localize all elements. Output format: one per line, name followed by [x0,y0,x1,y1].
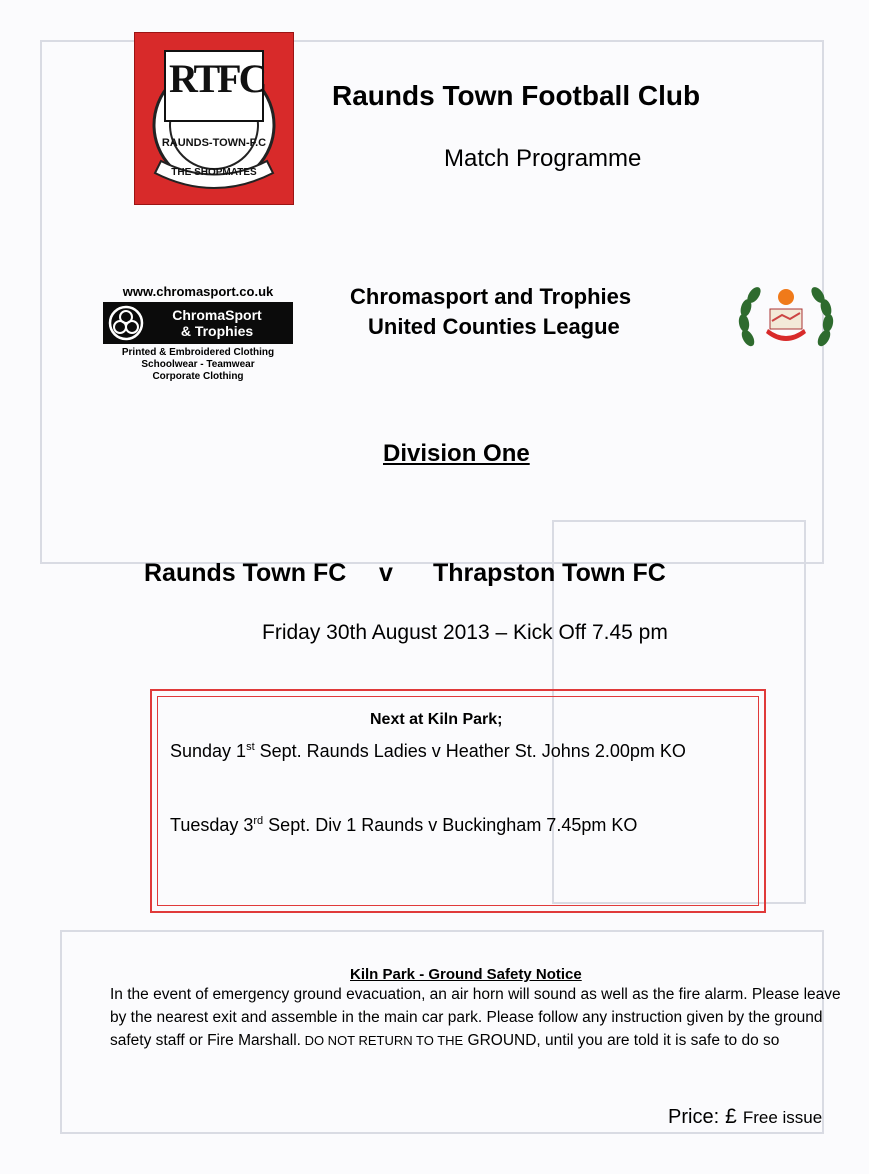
trefoil-icon [107,304,145,342]
event-day: Tuesday 3 [170,815,254,835]
event-details: Sept. Raunds Ladies v Heather St. Johns 2.00pm KO [254,741,686,761]
away-team: Thrapston Town FC [433,559,666,587]
event-day-suffix: rd [253,815,264,827]
crest-ring-text: RAUNDS-TOWN-F.C [161,137,267,149]
safety-notice-body [110,983,845,1052]
safety-text: In the event of emergency ground evacuation, an air horn will sound as well as the fire alarm. Please leave by the nearest exit and assemble in the main car park. Please follow any instruction given by the ground safety staff or Fire Marshall. [110,986,841,1049]
sponsor-badge [103,302,293,344]
sponsor-name-line1: ChromaSport [172,307,262,323]
club-title: Raunds Town Football Club [332,80,701,111]
club-crest [134,32,294,205]
versus-label: v [379,559,393,587]
division-heading: Division One [383,440,530,467]
league-line1: Chromasport and Trophies [350,284,632,309]
sponsor-services-line: Corporate Clothing [152,371,244,382]
price-label: Price: [668,1106,720,1128]
league-name [350,282,690,342]
safety-notice-title: Kiln Park - Ground Safety Notice [350,966,582,983]
price-value: Free issue [742,1108,823,1127]
price-line [668,1105,822,1129]
safety-text-tail: GROUND, until you are told it is safe to do so [463,1032,780,1049]
home-team: Raunds Town FC [144,559,347,587]
laurel-handshake-icon [736,283,836,355]
next-fixture-item [170,739,750,763]
league-line2: United Counties League [368,314,620,339]
crest-banner-text: THE SHOPMATES [171,167,257,178]
sponsor-url: www.chromasport.co.uk [122,284,274,299]
next-fixtures-title: Next at Kiln Park; [370,711,503,728]
next-fixture-item [170,813,750,837]
sponsor-services-line: Printed & Embroidered Clothing [121,347,275,358]
sponsor-name-line2: & Trophies [180,323,254,339]
sponsor-logo [98,284,298,383]
sponsor-services-line: Schoolwear - Teamwear [141,359,255,370]
event-day: Sunday 1 [170,741,247,761]
safety-warning-caps: DO NOT RETURN TO THE [300,1033,464,1048]
crest-monogram: RTFC [169,56,265,101]
match-date-kickoff: Friday 30th August 2013 – Kick Off 7.45 pm [262,621,668,644]
programme-label: Match Programme [444,145,642,172]
fixture-line [144,559,744,588]
currency-symbol: £ [725,1105,737,1128]
event-details: Sept. Div 1 Raunds v Buckingham 7.45pm KO [263,815,638,835]
event-day-suffix: st [246,741,255,753]
